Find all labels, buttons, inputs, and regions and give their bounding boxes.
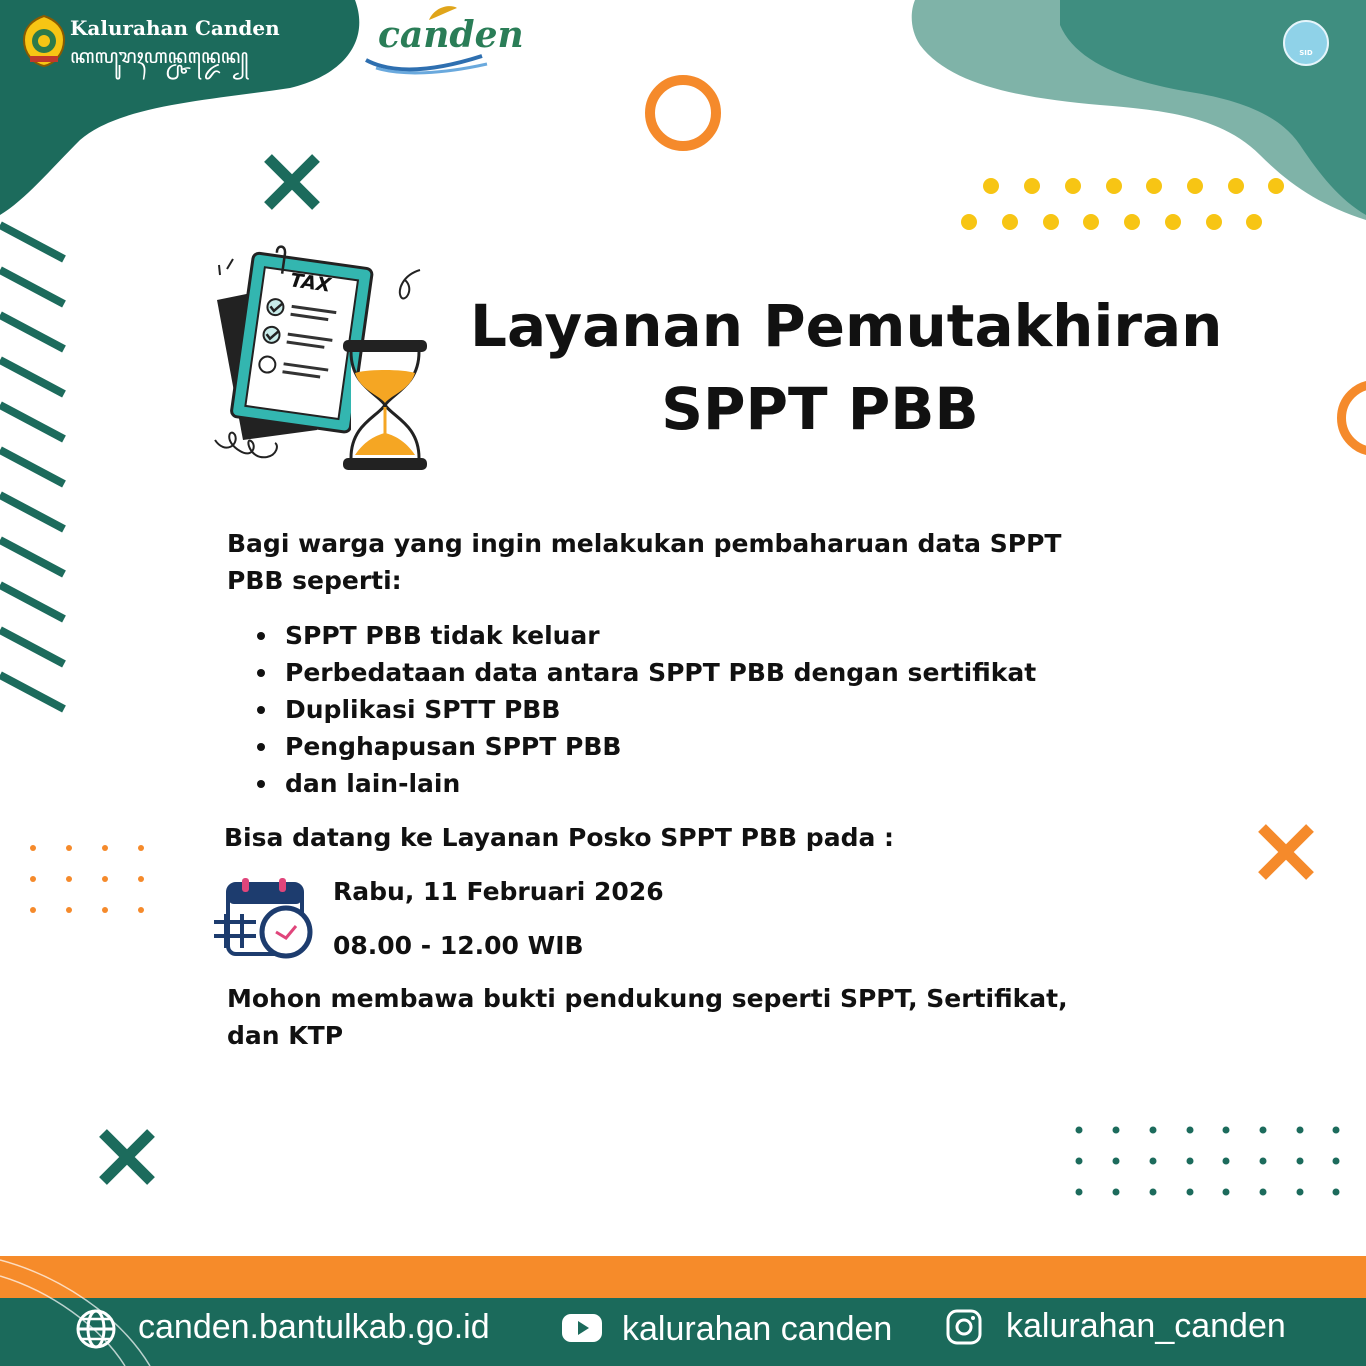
page-title-line1: Layanan Pemutakhiran — [470, 292, 1223, 360]
footer-youtube-link[interactable]: kalurahan canden — [622, 1310, 893, 1348]
orange-ring-right-decoration — [1337, 380, 1366, 456]
org-name: Kalurahan Canden — [70, 16, 280, 40]
service-list — [255, 617, 1036, 802]
list-item: dan lain-lain — [255, 765, 1036, 802]
teal-dots-decoration — [1070, 1120, 1350, 1200]
yellow-dots-decoration — [955, 172, 1295, 237]
sid-badge-text: SID — [1299, 49, 1313, 57]
globe-icon — [75, 1308, 117, 1350]
note-text: Mohon membawa bukti pendukung seperti SPPT, Sertifikat, dan KTP — [227, 984, 1068, 1050]
clipboard-tax-label: TAX — [288, 269, 333, 297]
list-item: Penghapusan SPPT PBB — [255, 728, 1036, 765]
visit-text: Bisa datang ke Layanan Posko SPPT PBB pada : — [224, 823, 895, 852]
page-title-line2: SPPT PBB — [661, 375, 979, 443]
list-item: Perbedataan data antara SPPT PBB dengan sertifikat — [255, 654, 1036, 691]
teal-x-decoration — [262, 152, 322, 212]
orange-x-decoration — [1256, 822, 1316, 882]
footer-website-link[interactable]: canden.bantulkab.go.id — [138, 1308, 490, 1346]
canden-logo-text: canden — [378, 14, 524, 56]
diagonal-stripes-decoration — [0, 215, 70, 735]
orange-dots-decoration — [25, 840, 155, 920]
youtube-icon — [561, 1313, 603, 1343]
canden-logo-leaf — [425, 4, 459, 22]
list-item: SPPT PBB tidak keluar — [255, 617, 1036, 654]
list-item: Duplikasi SPTT PBB — [255, 691, 1036, 728]
canden-logo-wave — [362, 50, 492, 75]
event-date: Rabu, 11 Februari 2026 — [333, 877, 664, 906]
teal-x-bottom-decoration — [97, 1127, 157, 1187]
calendar-clock-icon — [212, 878, 317, 960]
footer-instagram-link[interactable]: kalurahan_canden — [1006, 1307, 1286, 1345]
instagram-icon — [946, 1309, 982, 1345]
kalurahan-emblem-icon — [22, 14, 66, 68]
footer-orange-band — [0, 1256, 1366, 1298]
orange-ring-decoration — [645, 75, 721, 151]
intro-text: Bagi warga yang ingin melakukan pembaharuan data SPPT PBB seperti: — [227, 529, 1062, 595]
sid-badge-icon — [1283, 20, 1329, 66]
event-time: 08.00 - 12.00 WIB — [333, 931, 584, 960]
org-name-javanese: ꦏꦭꦸꦫꦃꦲꦤ꧀ꦕꦤ꧀ꦢꦺꦤ꧀ — [70, 44, 249, 68]
